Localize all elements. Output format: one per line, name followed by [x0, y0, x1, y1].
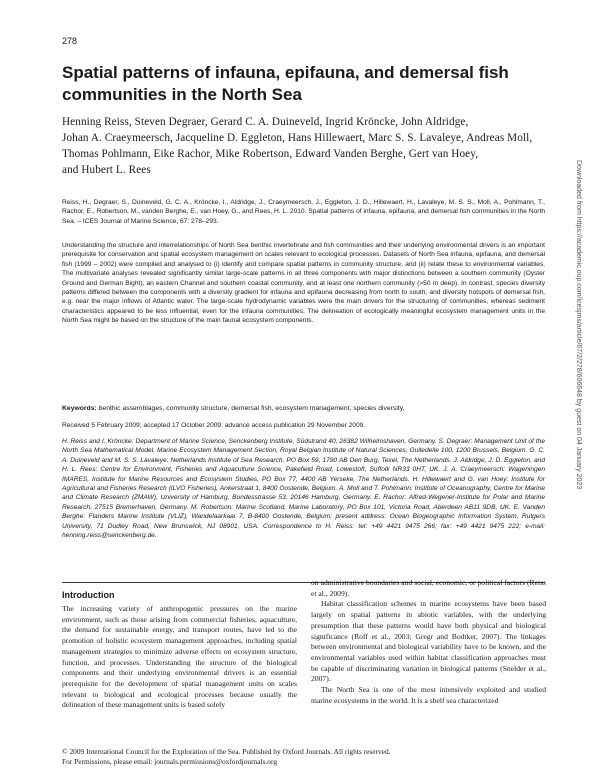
permissions-line: For Permissions, please email: journals.permissions@oxfordjournals.org	[62, 756, 278, 766]
dates-line: Received 5 February 2009; accepted 17 October 2009; advance access publication 29 November 2009.	[62, 422, 366, 429]
author-line: and Hubert L. Rees	[62, 164, 151, 176]
keywords-text: benthic assemblages, community structure, demersal fish, ecosystem management, species diversity.	[98, 405, 405, 412]
author-line: Johan A. Craeymeersch, Jacqueline D. Eggleton, Hans Hillewaert, Marc S. S. Lavaleye, Andreas Moll,	[62, 132, 533, 144]
section-heading: Introduction	[62, 590, 115, 600]
copyright-line: © 2009 International Council for the Exploration of the Sea. Published by Oxford Journals. All rights reserved.	[62, 747, 391, 756]
download-watermark: Downloaded from https://academic.oup.com/icesjms/article/67/2/278/606648 by guest on 04 January 2023	[575, 160, 582, 490]
paragraph: The increasing variety of anthropogenic pressures on the marine environment, such as those arising from commercial fisheries, aquaculture, the demand for sustainable energy, and transport routes, have led to the promotion of holistic ecosystem management approaches, including spatial management strategies to minimize adverse effects on ecosystem structure, function, and processes. Understanding the structure of the biological components and their underlying environmental drivers is an essential prerequisite for the development of spatial management units on scales relevant to biological and ecological processes because usually the delineation of these management units is based solely	[62, 604, 297, 710]
left-column	[62, 590, 297, 711]
page-number: 278	[62, 36, 78, 46]
keywords	[62, 405, 545, 412]
affiliations: H. Reiss and I. Kröncke: Department of Marine Science, Senckenberg Institute, Südstrand 40, 26382 Wilhelmshaven, Germany. S. Degraer: Management Unit of the North Sea Mathematical Model, Marine Ecosystem Management Section, Royal Belgian Institute of Natural Sciences, Gulledelle 100, 1200 Brussels, Belgium. G. C. A. Duineveld and M. S. S. Lavaleye: Netherlands Institute of Sea Research, PO Box 59, 1790 AB Den Burg, Texel, The Netherlands. J. Aldridge, J. D. Eggleton, and H. L. Rees: Centre for Environment, Fisheries and Aquaculture Science, Pakefield Road, Lowestoft, Suffolk NR33 0HT, UK. J. A. Craeymeersch: Wageningen IMARES, Institute for Marine Resources and Ecosystem Studies, PO Box 77, 4400 AB Yerseke, The Netherlands. H. Hillewaert and G. van Hoey: Institute for Agricultural and Fisheries Research (ILVO Fisheries), Ankerstraat 1, 8400 Oostende, Belgium. A. Moll and T. Pohlmann: Institute of Oceanography, Centre for Marine and Climate Research (ZMAW), University of Hamburg, Bundesstrasse 53, 20146 Hamburg, Germany. E. Rachor: Alfred-Wegener-Institute for Polar and Marine Research, 27515 Bremerhaven, Germany. M. Robertson: Marine Scotland, Marine Laboratory, PO Box 101, Victoria Road, Aberdeen AB11 9DB, UK. E. Vanden Berghe: Flanders Marine Institute (VLIZ), Wandelaarkaai 7, B-8400 Oostende, Belgium; present address: Ocean Biogeographic Information System, Rutgers University, 71 Dudley Road, New Brunswick, NJ 08901, USA. Correspondence to H. Reiss: tel: +49 4421 9475 266; fax: +49 4421 9475 222; e-mail: henning.reiss@senckenberg.de.	[62, 438, 545, 540]
abstract: Understanding the structure and interrelationships of North Sea benthic invertebrate and fish communities and their underlying environmental drivers is an important prerequisite for conservation and spatial ecosystem management on scales relevant to ecological processes. Datasets of North Sea infauna, epifauna, and demersal fish (1999 – 2002) were compiled and analysed to (i) identify and compare spatial patterns in community structure, and (ii) relate these to environmental variables. The multivariate analyses revealed significantly similar large-scale patterns in all three components with major distinctions between a southern community (Oyster Ground and German Bight), an eastern Channel and southern coastal community, and at least one northern community (>50 m deep). In contrast, species diversity patterns differed between the components with a diversity gradient for infauna and epifauna decreasing from north to south, and diversity hotspots of demersal fish, e.g. near the major inflows of Atlantic water. The large-scale hydrodynamic variables were the main drivers for the structuring of communities, whereas sediment characteristics appeared to be less influential, even for the infauna communities. The delineation of ecologically meaningful ecosystem management units in the North Sea might be based on the structure of the main faunal ecosystem components.	[62, 242, 545, 325]
author-line: Thomas Pohlmann, Eike Rachor, Mike Robertson, Edward Vanden Berghe, Gert van Hoey,	[62, 148, 479, 160]
article-title: Spatial patterns of infauna, epifauna, and demersal fish communities in the North Sea	[62, 63, 509, 104]
copyright-footer	[62, 747, 545, 766]
author-line: Henning Reiss, Steven Degraer, Gerard C. A. Duineveld, Ingrid Kröncke, John Aldridge,	[62, 116, 469, 128]
paragraph: Habitat classification schemes in marine ecosystems have been based largely on spatial patterns in abiotic variables, with the underlying presumption that these patterns would have both physical and biological significance (Roff et al., 2003; Gregr and Bodtker, 2007). The linkages between environmental and biological variability have to be known, and the environmental variables used within habitat classification approaches must be capable of discriminating variation in biological patterns (Snelder et al., 2007).	[311, 599, 546, 684]
citation: Reiss, H., Degraer, S., Duineveld, G. C. A., Kröncke, I., Aldridge, J., Craeymeersch, J., Eggleton, J. D., Hillewaert, H., Lavaleye, M. S. S., Moll, A., Pohlmann, T., Rachor, E., Robertson, M., vanden Berghe, E., van Hoey, G., and Rees, H. L. 2010. Spatial patterns of infauna, epifauna, and demersal fish communities in the North Sea. – ICES Journal of Marine Science, 67: 278–293.	[62, 199, 545, 225]
author-list	[62, 114, 542, 178]
paragraph: on administrative boundaries and social, economic, or political factors (Reiss et al., 2009).	[311, 578, 546, 598]
right-column	[311, 578, 546, 706]
paragraph: The North Sea is one of the most intensively exploited and studied marine ecosystems in the world. It is a shelf sea characterized	[311, 685, 546, 705]
keywords-label: Keywords:	[62, 405, 97, 412]
